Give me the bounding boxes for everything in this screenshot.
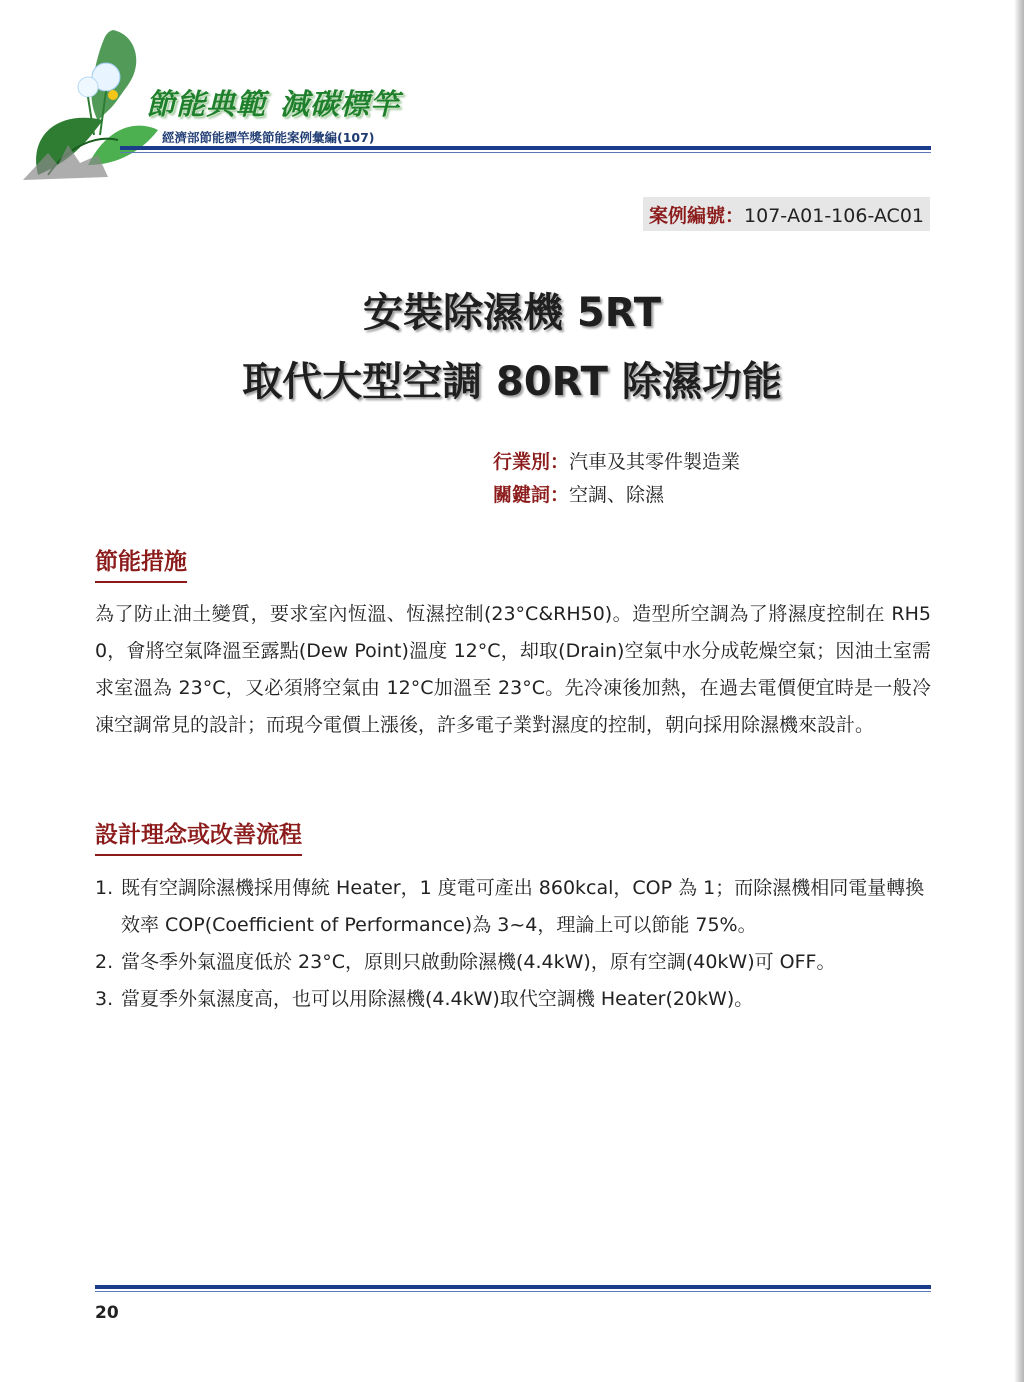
section-heading-measures: 節能措施 — [95, 543, 187, 583]
list-item-number: 3. — [95, 988, 114, 1010]
list-item-text: 當冬季外氣溫度低於 23°C，原則只啟動除濕機(4.4kW)，原有空調(40kW)可 OFF。 — [121, 951, 836, 973]
list-item — [95, 870, 935, 944]
logo-title-part2: 減碳標竿 — [280, 87, 401, 121]
list-item-number: 2. — [95, 951, 114, 973]
case-number-box — [643, 197, 930, 231]
industry-row — [493, 447, 740, 474]
list-item — [95, 944, 935, 981]
page-edge-shadow — [1014, 0, 1024, 1382]
measures-paragraph: 為了防止油土變質，要求室內恆溫、恆濕控制(23°C&RH50)。造型所空調為了將濕度控制在 RH50，會將空氣降溫至露點(Dew Point)溫度 12°C，却取(Drain)空氣中水分成乾燥空氣；因油土室需求室溫為 23°C，又必須將空氣由 12°C加溫至 23°C。先冷凍後加熱，在過去電價便宜時是一般冷凍空調常見的設計；而現今電價上漲後，許多電子業對濕度的控制，朝向採用除濕機來設計。 — [95, 603, 931, 736]
header-rule-thin — [120, 152, 931, 153]
case-number-label: 案例編號： — [649, 205, 745, 227]
keywords-row — [493, 480, 664, 507]
section-heading-design: 設計理念或改善流程 — [95, 816, 302, 856]
keywords-label: 關鍵詞： — [493, 484, 570, 506]
list-item-number: 1. — [95, 877, 114, 899]
page-header — [0, 0, 1024, 190]
logo-subtitle: 經濟部節能標竿獎節能案例彙編(107) — [162, 130, 375, 145]
design-steps-list — [95, 870, 935, 1018]
keywords-value: 空調、除濕 — [569, 484, 665, 506]
footer-rule-thin — [95, 1291, 931, 1292]
footer-rule — [95, 1285, 931, 1289]
list-item — [95, 981, 935, 1018]
case-number-value: 107-A01-106-AC01 — [744, 205, 924, 227]
list-item-text: 既有空調除濕機採用傳統 Heater，1 度電可產出 860kcal，COP 為 1；而除濕機相同電量轉換效率 COP(Coefficient of Performance)為 3~4，理論上可以節能 75%。 — [121, 877, 925, 936]
document-title-line-1: 安裝除濕機 5RT — [362, 290, 662, 336]
industry-value: 汽車及其零件製造業 — [569, 451, 741, 473]
page-number: 20 — [95, 1303, 119, 1323]
header-rule — [120, 146, 931, 150]
document-title-line-2: 取代大型空調 80RT 除濕功能 — [242, 359, 782, 405]
industry-label: 行業別： — [493, 451, 570, 473]
logo-title — [146, 82, 400, 123]
list-item-text: 當夏季外氣濕度高，也可以用除濕機(4.4kW)取代空調機 Heater(20kW)。 — [121, 988, 754, 1010]
logo-title-part1: 節能典範 — [146, 87, 267, 121]
